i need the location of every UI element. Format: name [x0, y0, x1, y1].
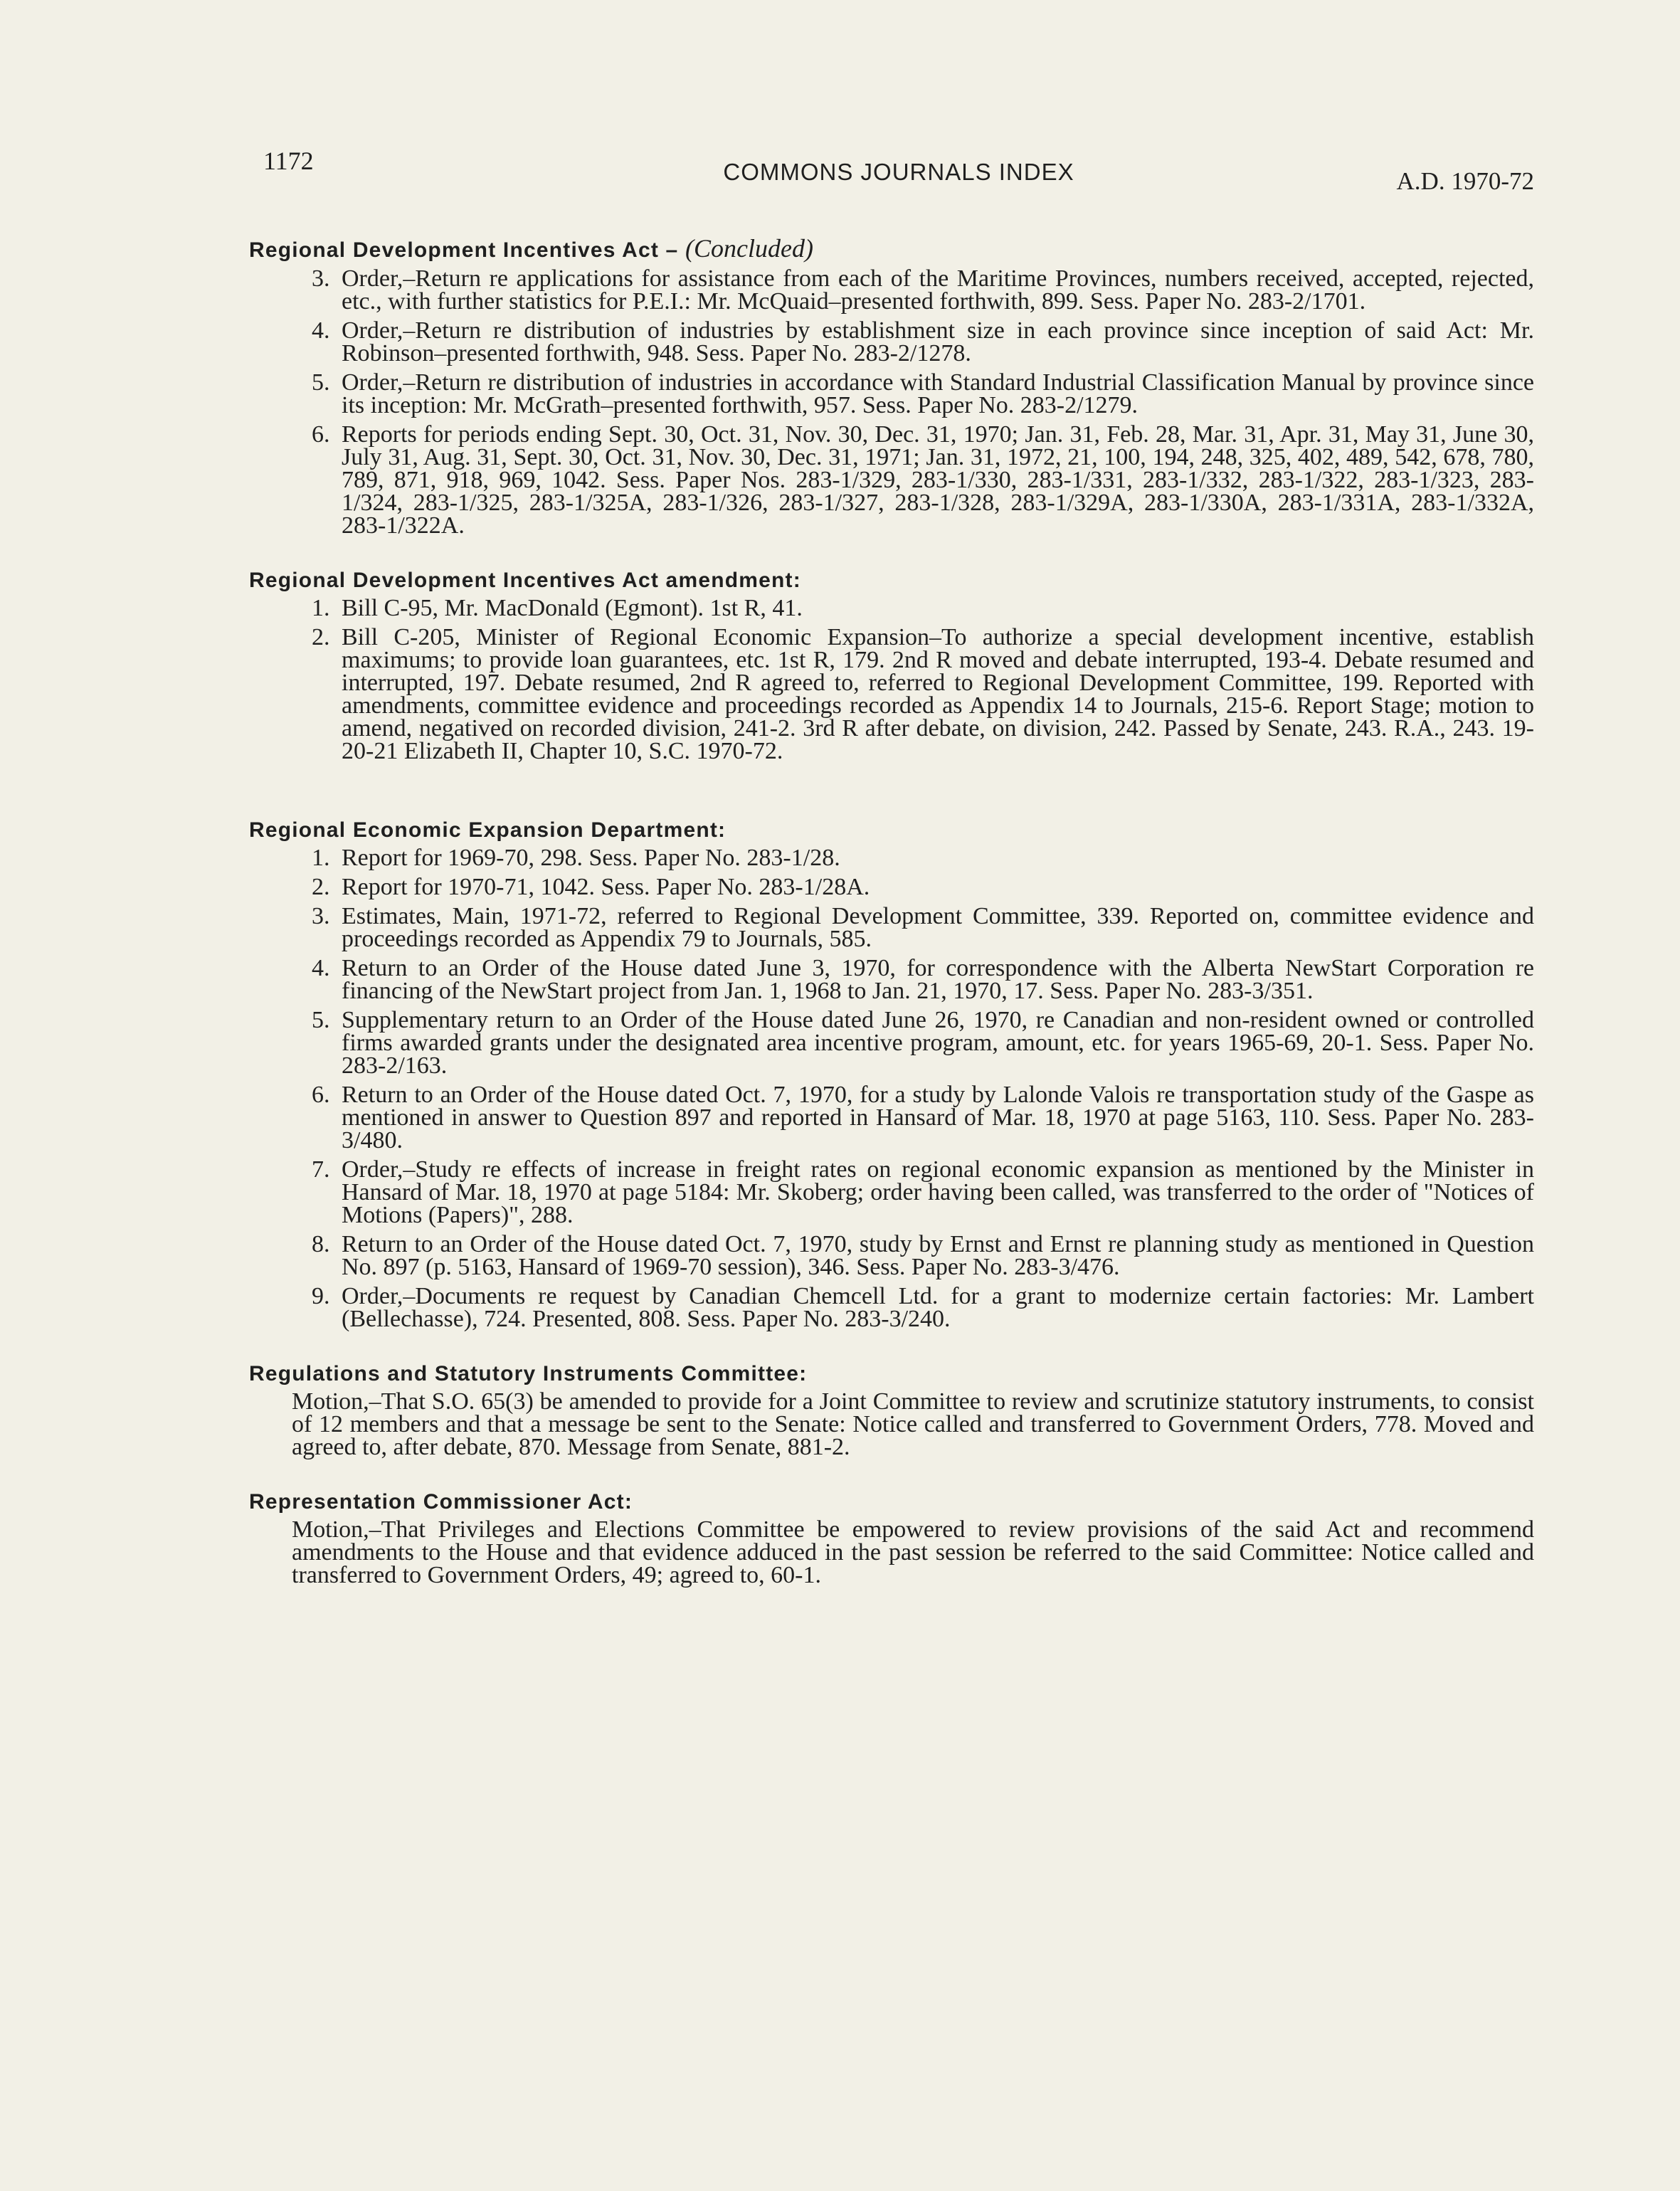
item-text: Bill C-95, Mr. MacDonald (Egmont). 1st R, 41. — [342, 595, 803, 621]
item-number: 5. — [312, 1007, 330, 1033]
entry-item — [249, 905, 1534, 951]
entry-item — [249, 265, 1534, 315]
entry-item — [249, 957, 1534, 1003]
item-number: 1. — [312, 845, 330, 871]
index-entry — [249, 569, 1534, 763]
item-number: 4. — [312, 317, 330, 344]
entry-item — [249, 847, 1534, 870]
entry-item — [249, 423, 1534, 537]
item-text: Return to an Order of the House dated Oct. 7, 1970, for a study by Lalonde Valois re transportation study of the Gaspe as mentioned in answer to Question 897 and reported in Hansard of Mar. 18, 1970 at page 5163, 110. Sess. Paper No. 283-3/480. — [342, 1082, 1534, 1153]
item-number: 2. — [312, 624, 330, 650]
entry-item — [249, 1084, 1534, 1152]
item-number: 6. — [312, 1082, 330, 1108]
entry-item — [249, 1233, 1534, 1279]
item-text: Order,–Return re applications for assistance from each of the Maritime Provinces, numbers received, accepted, rejected, etc., with further statistics for P.E.I.: Mr. McQuaid–presented forthwith, 899. Sess. Paper No. 283-2/1701. — [342, 265, 1534, 315]
item-text: Return to an Order of the House dated June 3, 1970, for correspondence with the Alberta NewStart Corporation re financing of the NewStart project from Jan. 1, 1968 to Jan. 21, 1970, 17. Sess. Paper No. 283-3/351. — [342, 955, 1534, 1004]
running-head — [263, 146, 1534, 195]
item-text: Reports for periods ending Sept. 30, Oct. 31, Nov. 30, Dec. 31, 1970; Jan. 31, Feb. 28, Mar. 31, Apr. 31, May 31, June 30, July 31, Aug. 31, Sept. 30, Oct. 31, Nov. 30, Dec. 31, 1971; Jan. 31, 1972, 21, 100, 194, 248, 325, 402, 489, 542, 678, 780, 789, 871, 918, 969, 1042. Sess. Paper Nos. 283-1/329, 283-1/330, 283-1/331, 283-1/332, 283-1/322, 283-1/323, 283-1/324, 283-1/325, 283-1/325A, 283-1/326, 283-1/327, 283-1/328, 283-1/329A, 283-1/330A, 283-1/331A, 283-1/332A, 283-1/322A. — [342, 421, 1534, 539]
entry-item — [249, 1285, 1534, 1331]
entry-item — [249, 626, 1534, 763]
index-entry — [249, 233, 1534, 537]
index-content — [249, 233, 1534, 1618]
motion-text: Motion,–That Privileges and Elections Committee be empowered to review provisions of the said Act and recommend amendments to the House and that evidence adduced in the past session be referred to the said Committee: Notice called and transferred to Government Orders, 49; agreed to, 60-1. — [292, 1516, 1534, 1588]
journal-title: COMMONS JOURNALS INDEX — [723, 159, 1074, 185]
item-number: 2. — [312, 874, 330, 900]
index-entry — [249, 818, 1534, 1331]
entry-item — [249, 1158, 1534, 1227]
entry-item — [249, 1009, 1534, 1077]
item-number: 4. — [312, 955, 330, 981]
entry-heading: Regional Development Incentives Act amendment: — [249, 569, 801, 592]
entry-item — [249, 317, 1534, 366]
item-text: Order,–Return re distribution of industries by establishment size in each province since inception of said Act: Mr. Robinson–presented forthwith, 948. Sess. Paper No. 283-2/1278. — [342, 317, 1534, 366]
entry-heading: Regional Development Incentives Act – (Concluded) — [249, 234, 813, 263]
entry-heading: Regional Economic Expansion Department: — [249, 818, 727, 842]
motion-text: Motion,–That S.O. 65(3) be amended to provide for a Joint Committee to review and scrutinize statutory instruments, to consist of 12 members and that a message be sent to the Senate: Notice called and transferred to Government Orders, 778. Moved and agreed to, after debate, 870. Message from Senate, 881-2. — [292, 1388, 1534, 1460]
item-text: Supplementary return to an Order of the House dated June 26, 1970, re Canadian and non-resident owned or controlled firms awarded grants under the designated area incentive program, amount, etc. for years 1965-69, 20-1. Sess. Paper No. 283-2/163. — [342, 1007, 1534, 1079]
item-number: 8. — [312, 1231, 330, 1257]
item-number: 3. — [312, 265, 330, 292]
item-text: Estimates, Main, 1971-72, referred to Regional Development Committee, 339. Reported on, committee evidence and proceedings recorded as Appendix 79 to Journals, 585. — [342, 903, 1534, 952]
item-number: 5. — [312, 369, 330, 396]
item-text: Order,–Return re distribution of industries in accordance with Standard Industrial Classification Manual by province since its inception: Mr. McGrath–presented forthwith, 957. Sess. Paper No. 283-2/1279. — [342, 369, 1534, 418]
heading-note: (Concluded) — [685, 234, 813, 263]
item-number: 3. — [312, 903, 330, 929]
item-text: Report for 1969-70, 298. Sess. Paper No. 283-1/28. — [342, 845, 840, 871]
item-text: Return to an Order of the House dated Oct. 7, 1970, study by Ernst and Ernst re planning study as mentioned in Question No. 897 (p. 5163, Hansard of 1969-70 session), 346. Sess. Paper No. 283-3/476. — [342, 1231, 1534, 1280]
entry-item — [249, 876, 1534, 899]
item-number: 7. — [312, 1156, 330, 1183]
entry-heading: Representation Commissioner Act: — [249, 1490, 633, 1514]
year-range: A.D. 1970-72 — [1396, 167, 1534, 195]
item-text: Order,–Study re effects of increase in freight rates on regional economic expansion as mentioned by the Minister in Hansard of Mar. 18, 1970 at page 5184: Mr. Skoberg; order having been called, was transferred to the order of "Notices of Motions (Papers)", 288. — [342, 1156, 1534, 1228]
entry-item — [249, 371, 1534, 417]
item-text: Report for 1970-71, 1042. Sess. Paper No. 283-1/28A. — [342, 874, 870, 900]
index-entry — [249, 1362, 1534, 1459]
item-number: 6. — [312, 421, 330, 448]
item-number: 1. — [312, 595, 330, 621]
index-entry — [249, 1490, 1534, 1587]
item-number: 9. — [312, 1283, 330, 1309]
item-text: Order,–Documents re request by Canadian Chemcell Ltd. for a grant to modernize certain factories: Mr. Lambert (Bellechasse), 724. Presented, 808. Sess. Paper No. 283-3/240. — [342, 1283, 1534, 1332]
page-number: 1172 — [263, 147, 314, 175]
item-text: Bill C-205, Minister of Regional Economic Expansion–To authorize a special development incentive, establish maximums; to provide loan guarantees, etc. 1st R, 179. 2nd R moved and debate interrupted, 193-4. Debate resumed and interrupted, 197. Debate resumed, 2nd R agreed to, referred to Regional Development Committee, 199. Reported with amendments, committee evidence and proceedings recorded as Appendix 14 to Journals, 215-6. Report Stage; motion to amend, negatived on recorded division, 241-2. 3rd R after debate, on division, 242. Passed by Senate, 243. R.A., 243. 19-20-21 Elizabeth II, Chapter 10, S.C. 1970-72. — [342, 624, 1534, 764]
entry-heading: Regulations and Statutory Instruments Committee: — [249, 1362, 808, 1385]
section-spacer — [249, 794, 1534, 818]
entry-item — [249, 597, 1534, 620]
